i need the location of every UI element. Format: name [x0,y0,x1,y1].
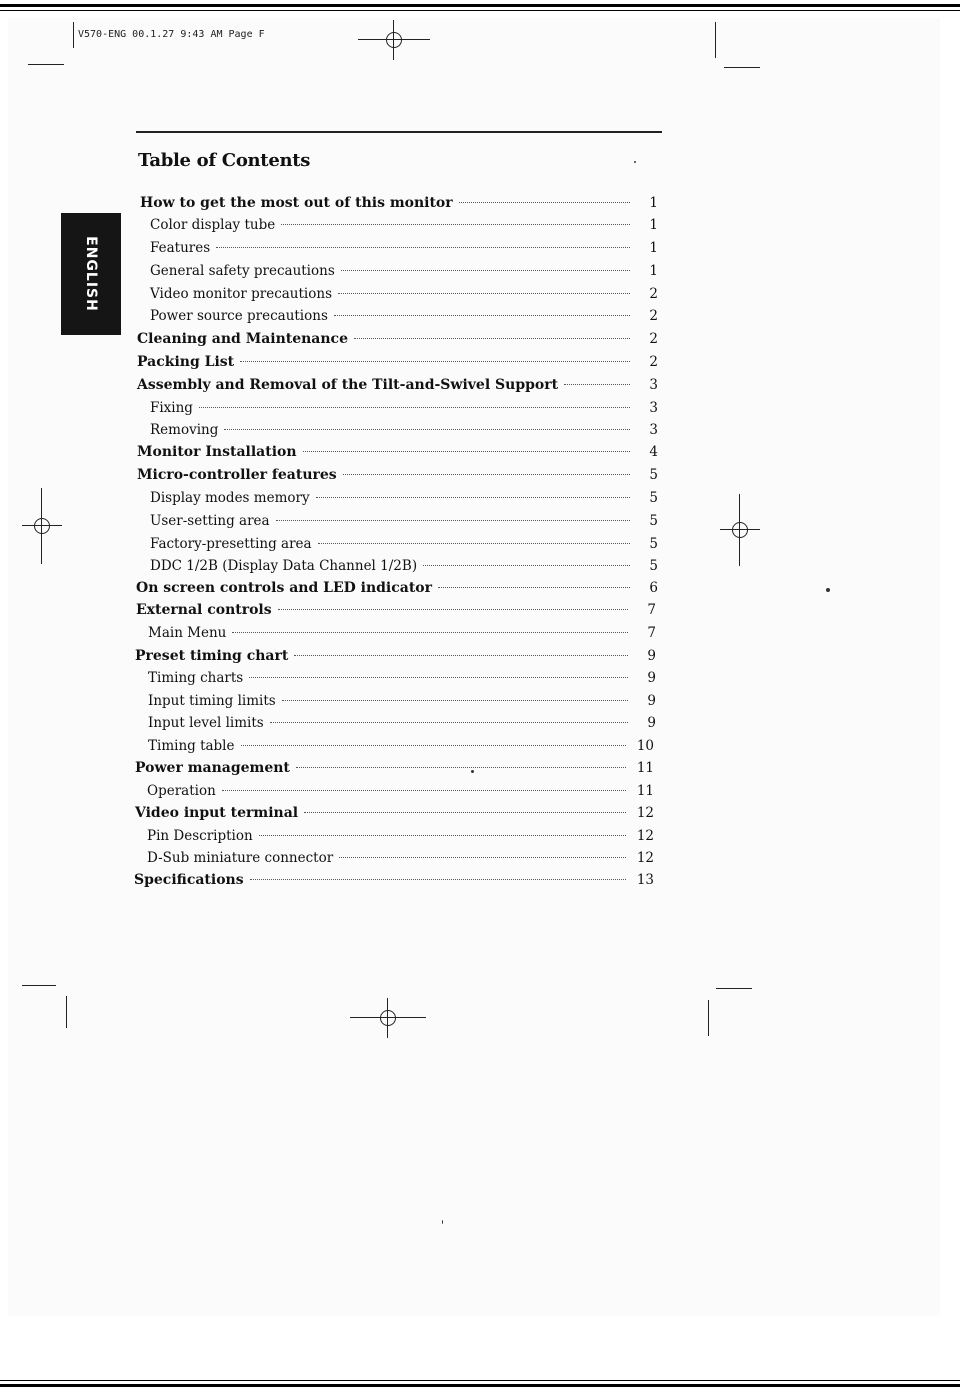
toc-entry: Input timing limits 9 [148,693,656,709]
crop-mark [716,988,752,989]
crop-mark [715,22,716,58]
toc-entry: Specifications 13 [134,872,654,888]
registration-mark-icon [22,506,62,546]
crop-mark [73,22,74,48]
toc-entry: Timing charts 9 [148,670,656,686]
toc-entry: Video monitor precautions 2 [150,286,658,302]
top-rule-thick [0,4,960,7]
toc-entry: Micro-controller features 5 [137,467,658,483]
toc-entry: Timing table 10 [148,738,654,754]
crop-mark [28,64,64,65]
scan-speck [634,161,636,163]
scan-speck [471,770,474,773]
toc-entry: Assembly and Removal of the Tilt-and-Swivel Support 3 [137,377,658,393]
crop-mark [66,996,67,1028]
toc-entry: Cleaning and Maintenance 2 [137,331,658,347]
crop-mark [22,985,56,986]
toc-entry: Pin Description 12 [147,828,654,844]
language-label: ENGLISH [83,236,100,312]
bottom-rule-thin [0,1380,960,1381]
toc-entry: Operation 11 [147,783,654,799]
toc-entry: Preset timing chart 9 [135,648,656,664]
toc-entry: Power source precautions 2 [150,308,658,324]
toc-entry: Features 1 [150,240,658,256]
toc-entry: Monitor Installation 4 [137,444,658,460]
toc-entry: Power management 11 [135,760,654,776]
toc-entry: On screen controls and LED indicator 6 [136,580,658,596]
crop-mark [708,1000,709,1036]
toc-entry: DDC 1/2B (Display Data Channel 1/2B) 5 [150,558,658,574]
crop-mark [724,67,760,68]
toc-entry: Color display tube 1 [150,217,658,233]
toc-entry: D-Sub miniature connector 12 [147,850,654,866]
toc-entry: Removing 3 [150,422,658,438]
toc-entry: Fixing 3 [150,400,658,416]
toc-entry: External controls 7 [136,602,656,618]
toc-entry: Factory-presetting area 5 [150,536,658,552]
print-header [78,22,265,41]
language-side-tab [61,213,121,335]
print-header-text: V570-ENG 00.1.27 9:43 AM Page F [78,29,265,40]
registration-mark-icon [368,998,408,1038]
toc-entry: User-setting area 5 [150,513,658,529]
toc-entry: Display modes memory 5 [150,490,658,506]
title-rule [136,131,662,133]
scan-speck [826,588,830,592]
page-title: Table of Contents [138,150,311,171]
toc-entry: How to get the most out of this monitor 1 [140,195,658,211]
bottom-rule-thick [0,1384,960,1387]
registration-mark-icon [374,20,414,60]
toc-entry: Packing List 2 [137,354,658,370]
toc-entry: Main Menu 7 [148,625,656,641]
top-rule-thin [0,10,960,11]
registration-mark-icon [720,510,760,550]
toc-entry: Input level limits 9 [148,715,656,731]
toc-entry: General safety precautions 1 [150,263,658,279]
scan-speck [442,1220,443,1224]
toc-entry: Video input terminal 12 [135,805,654,821]
